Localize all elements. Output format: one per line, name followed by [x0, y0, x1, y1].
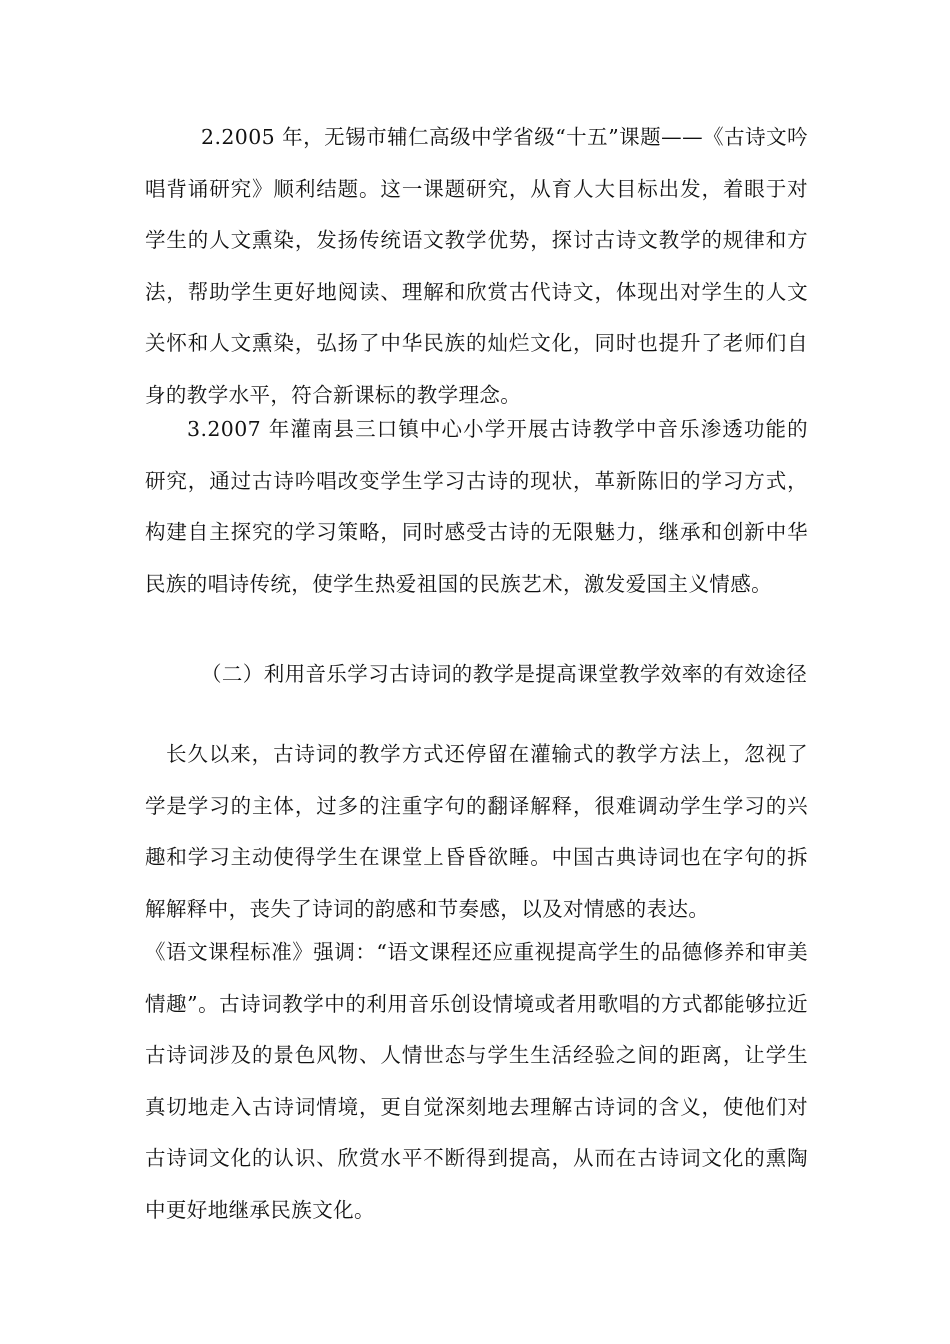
- paragraph-item-2-fuzhong-project: 2.2005 年，无锡市辅仁高级中学省级“十五”课题——《古诗文吟唱背诵研究》顺利结题。这一课题研究，从育人大目标出发，着眼于对学生的人文熏染，发扬传统语文教学优势，探讨古诗文教学的规律和方法，帮助学生更好地阅读、理解和欣赏古代诗文，体现出对学生的人文关怀和人文熏染，弘扬了中华民族的灿烂文化，同时也提升了老师们自身的教学水平，符合新课标的教学理念。: [145, 125, 808, 407]
- paragraph-curriculum-standard: 《语文课程标准》强调：“语文课程还应重视提高学生的品德修养和审美情趣”。古诗词教学中的利用音乐创设情境或者用歌唱的方式都能够拉近古诗词涉及的景色风物、人情世态与学生生活经验之间的距离，让学生真切地走入古诗词情境，更自觉深刻地去理解古诗词的含义，使他们对古诗词文化的认识、欣赏水平不断得到提高，从而在古诗词文化的熏陶中更好地继承民族文化。: [145, 940, 808, 1222]
- paragraph-item-3-guannan-research: 3.2007 年灌南县三口镇中心小学开展古诗教学中音乐渗透功能的研究，通过古诗吟唱改变学生学习古诗的现状，革新陈旧的学习方式，构建自主探究的学习策略，同时感受古诗的无限魅力，继承和创新中华民族的唱诗传统，使学生热爱祖国的民族艺术，激发爱国主义情感。: [145, 417, 808, 596]
- paragraph-teaching-status: 长久以来，古诗词的教学方式还停留在灌输式的教学方法上，忽视了学是学习的主体，过多的注重字句的翻译解释，很难调动学生学习的兴趣和学习主动使得学生在课堂上昏昏欲睡。中国古典诗词也在字句的拆解解释中，丧失了诗词的韵感和节奏感，以及对情感的表达。: [145, 742, 808, 921]
- section-heading-2: （二）利用音乐学习古诗词的教学是提高课堂教学效率的有效途径: [201, 662, 808, 686]
